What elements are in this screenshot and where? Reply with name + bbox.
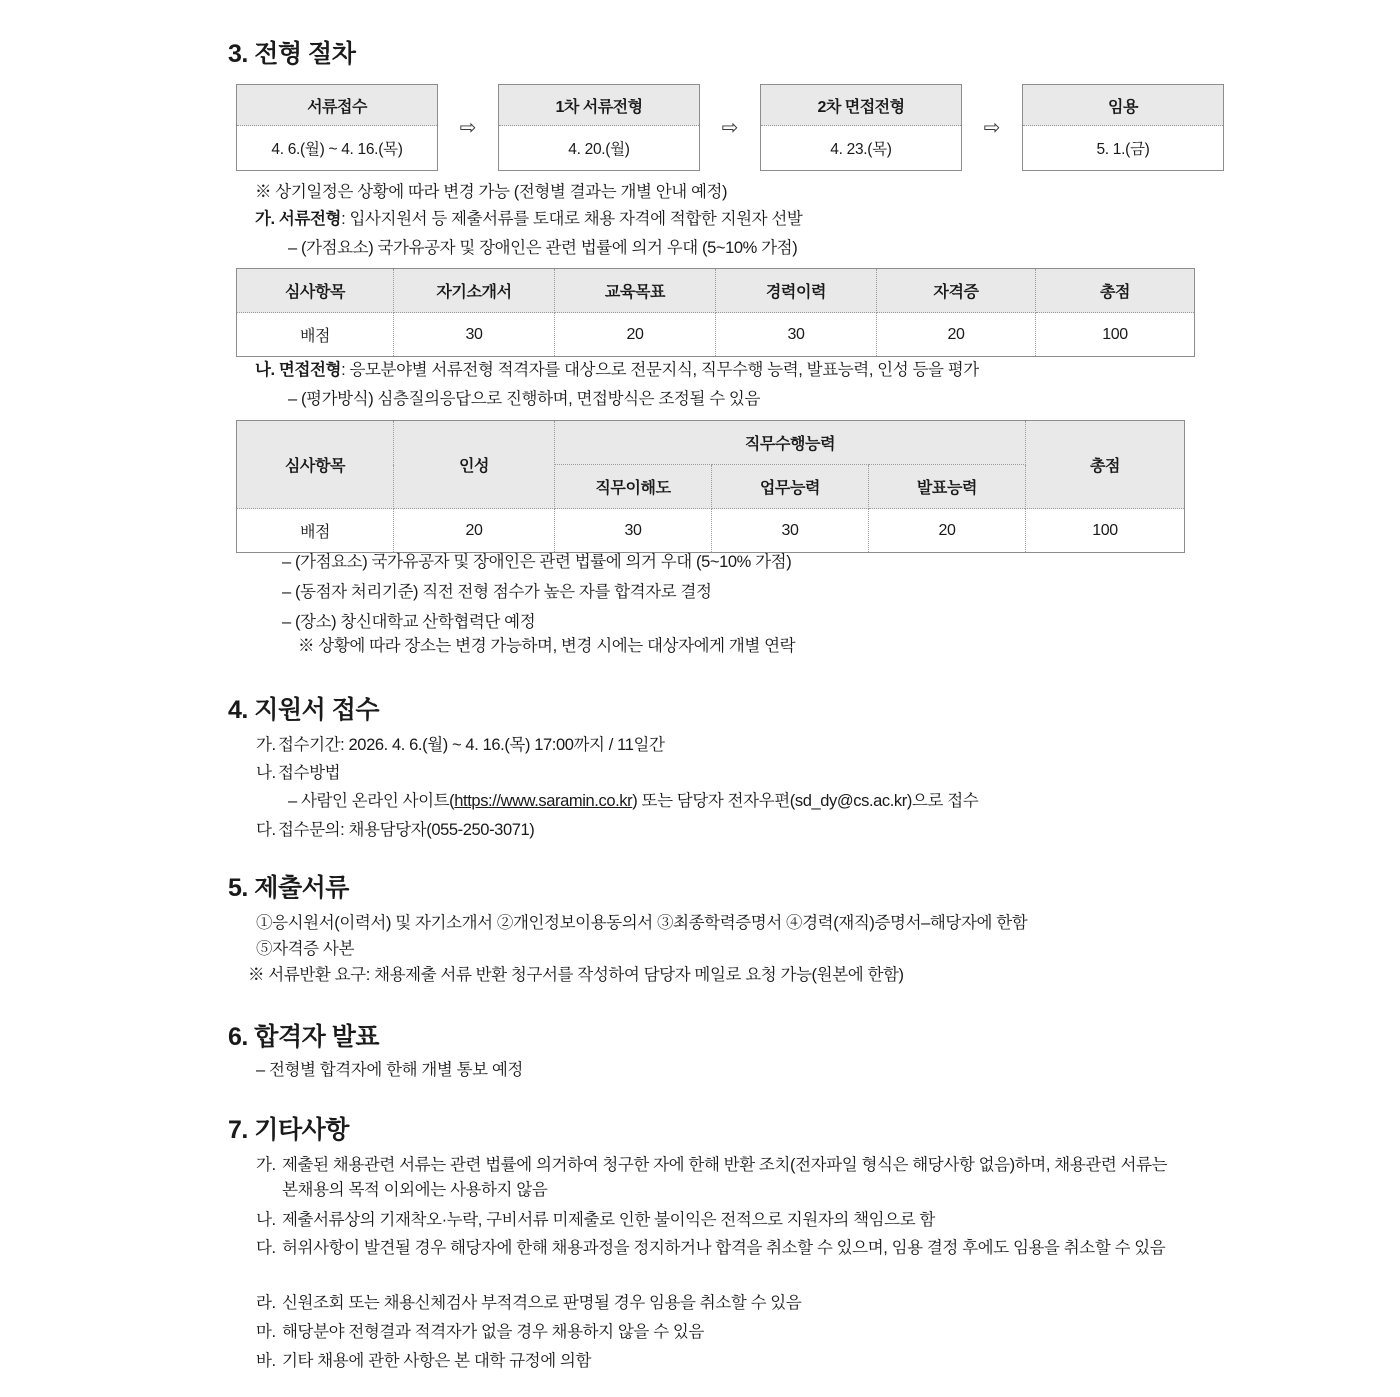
other-item-e-label: 마. (256, 1323, 276, 1341)
documents-line-1: ①응시원서(이력서) 및 자기소개서 ②개인정보이용동의서 ③최종학력증명서 ④경력(재직)증명서–해당자에 한함 (256, 914, 1028, 932)
section-7-title: 7. 기타사항 (228, 1116, 349, 1144)
other-item-d-label: 라. (256, 1294, 276, 1312)
other-item-a-label: 가. (256, 1156, 276, 1174)
td-career: 30 (716, 313, 877, 357)
documents-return-note: ※ 서류반환 요구: 채용제출 서류 반환 청구서를 작성하여 담당자 메일로 요청 가능(원본에 한함) (248, 966, 904, 984)
arrow-right-icon: ⇨ (721, 117, 739, 139)
screening-interview-desc (255, 358, 979, 384)
th-job-ability-group: 직무수행능력 (555, 421, 1026, 465)
score-table-2-wrap (236, 420, 1185, 553)
screening-doc-label: 가. 서류전형 (255, 210, 342, 228)
apply-period-label: 가. (256, 736, 276, 754)
arrow-right-icon: ⇨ (459, 117, 477, 139)
other-item-e-text: 해당분야 전형결과 적격자가 없을 경우 채용하지 않을 수 있음 (282, 1323, 704, 1341)
flow-step-4-date: 5. 1.(금) (1096, 141, 1150, 158)
th-self-intro: 자기소개서 (394, 269, 555, 313)
flow-step-2 (498, 84, 700, 171)
section-6-title: 6. 합격자 발표 (228, 1023, 379, 1051)
screening-interview-label: 나. 면접전형 (255, 361, 342, 379)
td-job-understanding: 30 (555, 509, 712, 553)
apply-method-detail (288, 789, 978, 814)
documents-line-2: ⑤자격증 사본 (256, 940, 354, 958)
td-label: 배점 (237, 313, 394, 357)
interview-bonus-note: – (가점요소) 국가유공자 및 장애인은 관련 법률에 의거 우대 (5~10% 가점) (282, 553, 792, 571)
section-3-title-wrap (228, 34, 355, 80)
arrow-right-icon: ⇨ (983, 117, 1001, 139)
flow-step-4-title: 임용 (1023, 85, 1223, 126)
th-total: 총점 (1026, 421, 1185, 509)
other-item-f-label: 바. (256, 1352, 276, 1370)
saramin-link[interactable]: https://www.saramin.co.kr (454, 792, 633, 810)
apply-method-label: 나. (256, 764, 276, 782)
location-note: – (장소) 창신대학교 산학협력단 예정 (282, 613, 536, 631)
apply-method-prefix: – 사람인 온라인 사이트( (288, 792, 455, 810)
other-item-d (256, 1291, 1186, 1316)
other-item-b-label: 나. (256, 1211, 276, 1229)
flow-step-4 (1022, 84, 1224, 171)
th-job-understanding: 직무이해도 (555, 465, 712, 509)
other-item-d-text: 신원조회 또는 채용신체검사 부적격으로 판명될 경우 임용을 취소할 수 있음 (282, 1294, 802, 1312)
td-total: 100 (1026, 509, 1185, 553)
th-item: 심사항목 (237, 269, 394, 313)
result-announcement-note: – 전형별 합격자에 한해 개별 통보 예정 (256, 1061, 523, 1079)
apply-method (256, 761, 340, 786)
screening-doc-text: : 입사지원서 등 제출서류를 토대로 채용 자격에 적합한 지원자 선발 (341, 210, 803, 228)
screening-interview-text: : 응모분야별 서류전형 적격자를 대상으로 전문지식, 직무수행 능력, 발표능력, 인성 등을 평가 (341, 361, 979, 379)
td-total: 100 (1036, 313, 1195, 357)
score-table-2 (236, 420, 1185, 553)
flow-step-3-title: 2차 면접전형 (761, 85, 961, 126)
other-item-e (256, 1320, 1186, 1345)
table-header-row (237, 421, 1185, 465)
section-3-title: 3. 전형 절차 (228, 40, 356, 68)
flow-step-2-title: 1차 서류전형 (499, 85, 699, 126)
flow-step-2-date: 4. 20.(월) (568, 141, 630, 158)
table-row (237, 509, 1185, 553)
tiebreak-note: – (동점자 처리기준) 직전 전형 점수가 높은 자를 합격자로 결정 (282, 583, 712, 601)
section-4-title-wrap (228, 690, 379, 736)
apply-period-text: 접수기간: 2026. 4. 6.(월) ~ 4. 16.(목) 17:00까지 / 11일간 (278, 736, 665, 754)
td-work-ability: 30 (712, 509, 869, 553)
other-item-c (256, 1236, 1186, 1261)
th-edu-goal: 교육목표 (555, 269, 716, 313)
other-item-a-text: 제출된 채용관련 서류는 관련 법률에 의거하여 청구한 자에 한해 반환 조치(전자파일 형식은 해당사항 없음)하며, 채용관련 서류는 본채용의 목적 이외에는 사용하지 않음 (282, 1156, 1168, 1199)
th-item: 심사항목 (237, 421, 394, 509)
apply-contact (256, 818, 534, 843)
apply-period (256, 733, 665, 758)
th-presentation: 발표능력 (869, 465, 1026, 509)
other-item-b (256, 1208, 1186, 1233)
section-6-title-wrap (228, 1017, 379, 1063)
score-table-1-wrap (236, 268, 1195, 357)
apply-method-suffix: ) 또는 담당자 전자우편(sd_dy@cs.ac.kr)으로 접수 (632, 792, 979, 810)
process-flow (236, 84, 1224, 171)
td-edu-goal: 20 (555, 313, 716, 357)
td-self-intro: 30 (394, 313, 555, 357)
td-certificate: 20 (877, 313, 1036, 357)
th-total: 총점 (1036, 269, 1195, 313)
th-certificate: 자격증 (877, 269, 1036, 313)
section-7-title-wrap (228, 1110, 349, 1156)
table-row (237, 313, 1195, 357)
flow-step-1-date: 4. 6.(월) ~ 4. 16.(목) (271, 141, 403, 158)
screening-doc-bonus: – (가점요소) 국가유공자 및 장애인은 관련 법률에 의거 우대 (5~10% 가점) (288, 239, 798, 257)
other-item-f-text: 기타 채용에 관한 사항은 본 대학 규정에 의함 (282, 1352, 591, 1370)
other-item-b-text: 제출서류상의 기재착오·누락, 구비서류 미제출로 인한 불이익은 전적으로 지원자의 책임으로 함 (282, 1211, 935, 1229)
th-personality: 인성 (394, 421, 555, 509)
apply-contact-label: 다. (256, 821, 276, 839)
flow-step-1 (236, 84, 438, 171)
other-item-a (256, 1153, 1186, 1203)
other-item-c-label: 다. (256, 1239, 276, 1257)
other-item-f (256, 1349, 1186, 1374)
section-4-title: 4. 지원서 접수 (228, 696, 379, 724)
location-change-note: ※ 상황에 따라 장소는 변경 가능하며, 변경 시에는 대상자에게 개별 연락 (298, 637, 796, 655)
screening-interview-method: – (평가방식) 심층질의응답으로 진행하며, 면접방식은 조정될 수 있음 (288, 390, 760, 408)
table-header-row (237, 269, 1195, 313)
td-label: 배점 (237, 509, 394, 553)
flow-step-1-title: 서류접수 (237, 85, 437, 126)
section-5-title-wrap (228, 868, 349, 914)
apply-contact-text: 접수문의: 채용담당자(055-250-3071) (278, 821, 535, 839)
td-personality: 20 (394, 509, 555, 553)
flow-step-3-date: 4. 23.(목) (830, 141, 892, 158)
th-career: 경력이력 (716, 269, 877, 313)
td-presentation: 20 (869, 509, 1026, 553)
score-table-1 (236, 268, 1195, 357)
other-item-c-text: 허위사항이 발견될 경우 해당자에 한해 채용과정을 정지하거나 합격을 취소할 수 있으며, 임용 결정 후에도 임용을 취소할 수 있음 (282, 1239, 1166, 1257)
th-work-ability: 업무능력 (712, 465, 869, 509)
schedule-note: ※ 상기일정은 상황에 따라 변경 가능 (전형별 결과는 개별 안내 예정) (255, 183, 728, 201)
screening-doc-desc (255, 207, 802, 233)
flow-step-3 (760, 84, 962, 171)
section-5-title: 5. 제출서류 (228, 874, 349, 902)
apply-method-text: 접수방법 (278, 764, 341, 782)
